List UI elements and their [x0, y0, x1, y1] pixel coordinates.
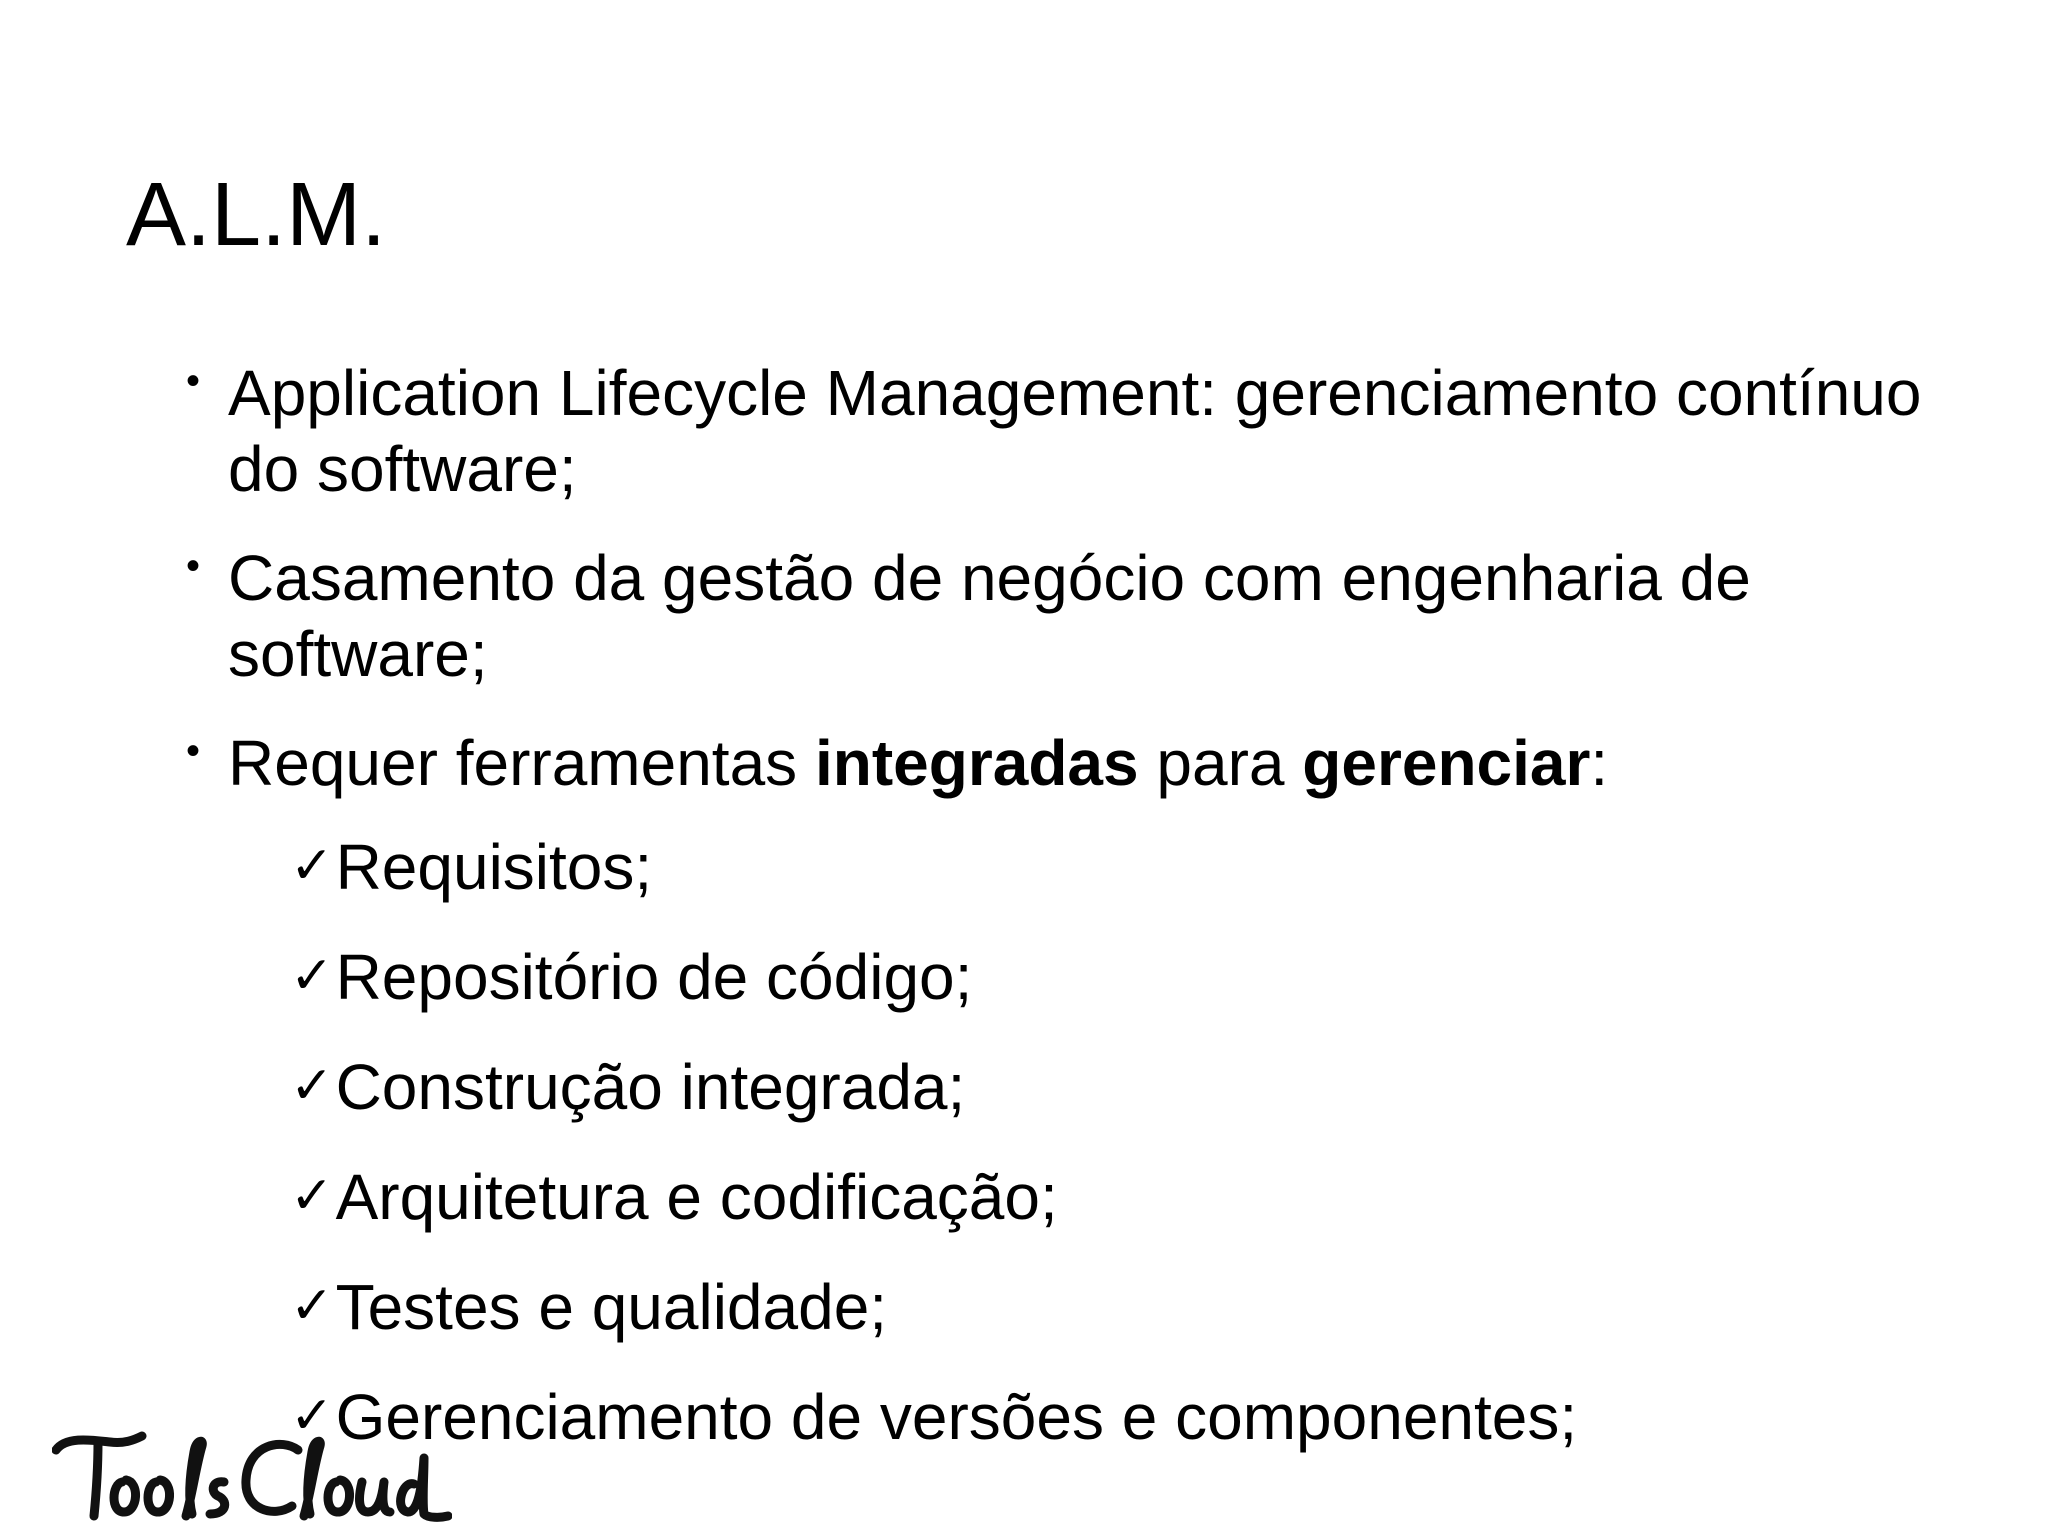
checklist-item: [290, 1381, 1578, 1453]
checklist-item-label: Requisitos;: [335, 831, 653, 903]
checklist-item: [290, 1051, 966, 1123]
slide-title: A.L.M.: [126, 165, 387, 265]
checkmark-icon: ✓: [290, 947, 334, 1005]
checkmark-icon: ✓: [290, 1057, 334, 1115]
bullet-text: [228, 725, 1988, 801]
checklist-item-label: Construção integrada;: [335, 1051, 966, 1123]
checkmark-icon: ✓: [290, 1277, 334, 1335]
bullet-text-part: Requer ferramentas: [228, 727, 815, 799]
bullet-dot-icon: •: [186, 359, 201, 403]
bullet-text: Casamento da gestão de negócio com engenharia de software;: [228, 542, 1751, 690]
checklist-item-label: Repositório de código;: [335, 941, 973, 1013]
bullet-text-part: para: [1138, 727, 1303, 799]
checklist-item: [290, 1161, 1058, 1233]
checkmark-icon: ✓: [290, 837, 334, 895]
tools-cloud-logo-svg: [52, 1418, 452, 1528]
checklist-item: [290, 1271, 888, 1343]
bullet-text-bold: gerenciar: [1302, 727, 1591, 799]
checklist-item-label: Arquitetura e codificação;: [335, 1161, 1058, 1233]
bullet-text: Application Lifecycle Management: gerenciamento contínuo do software;: [228, 357, 1922, 505]
checklist-item: [290, 831, 653, 903]
checklist-item: [290, 941, 973, 1013]
checkmark-icon: ✓: [290, 1167, 334, 1225]
checkmark-icon: ✓: [290, 1387, 334, 1445]
bullet-dot-icon: •: [186, 729, 201, 773]
checklist-item-label: Gerenciamento de versões e componentes;: [335, 1381, 1578, 1453]
bullet-text-part: :: [1590, 727, 1609, 799]
tools-cloud-logo: [52, 1418, 452, 1533]
bullet-text-bold: integradas: [814, 727, 1139, 799]
bullet-dot-icon: •: [186, 544, 201, 588]
checklist-item-label: Testes e qualidade;: [335, 1271, 888, 1343]
